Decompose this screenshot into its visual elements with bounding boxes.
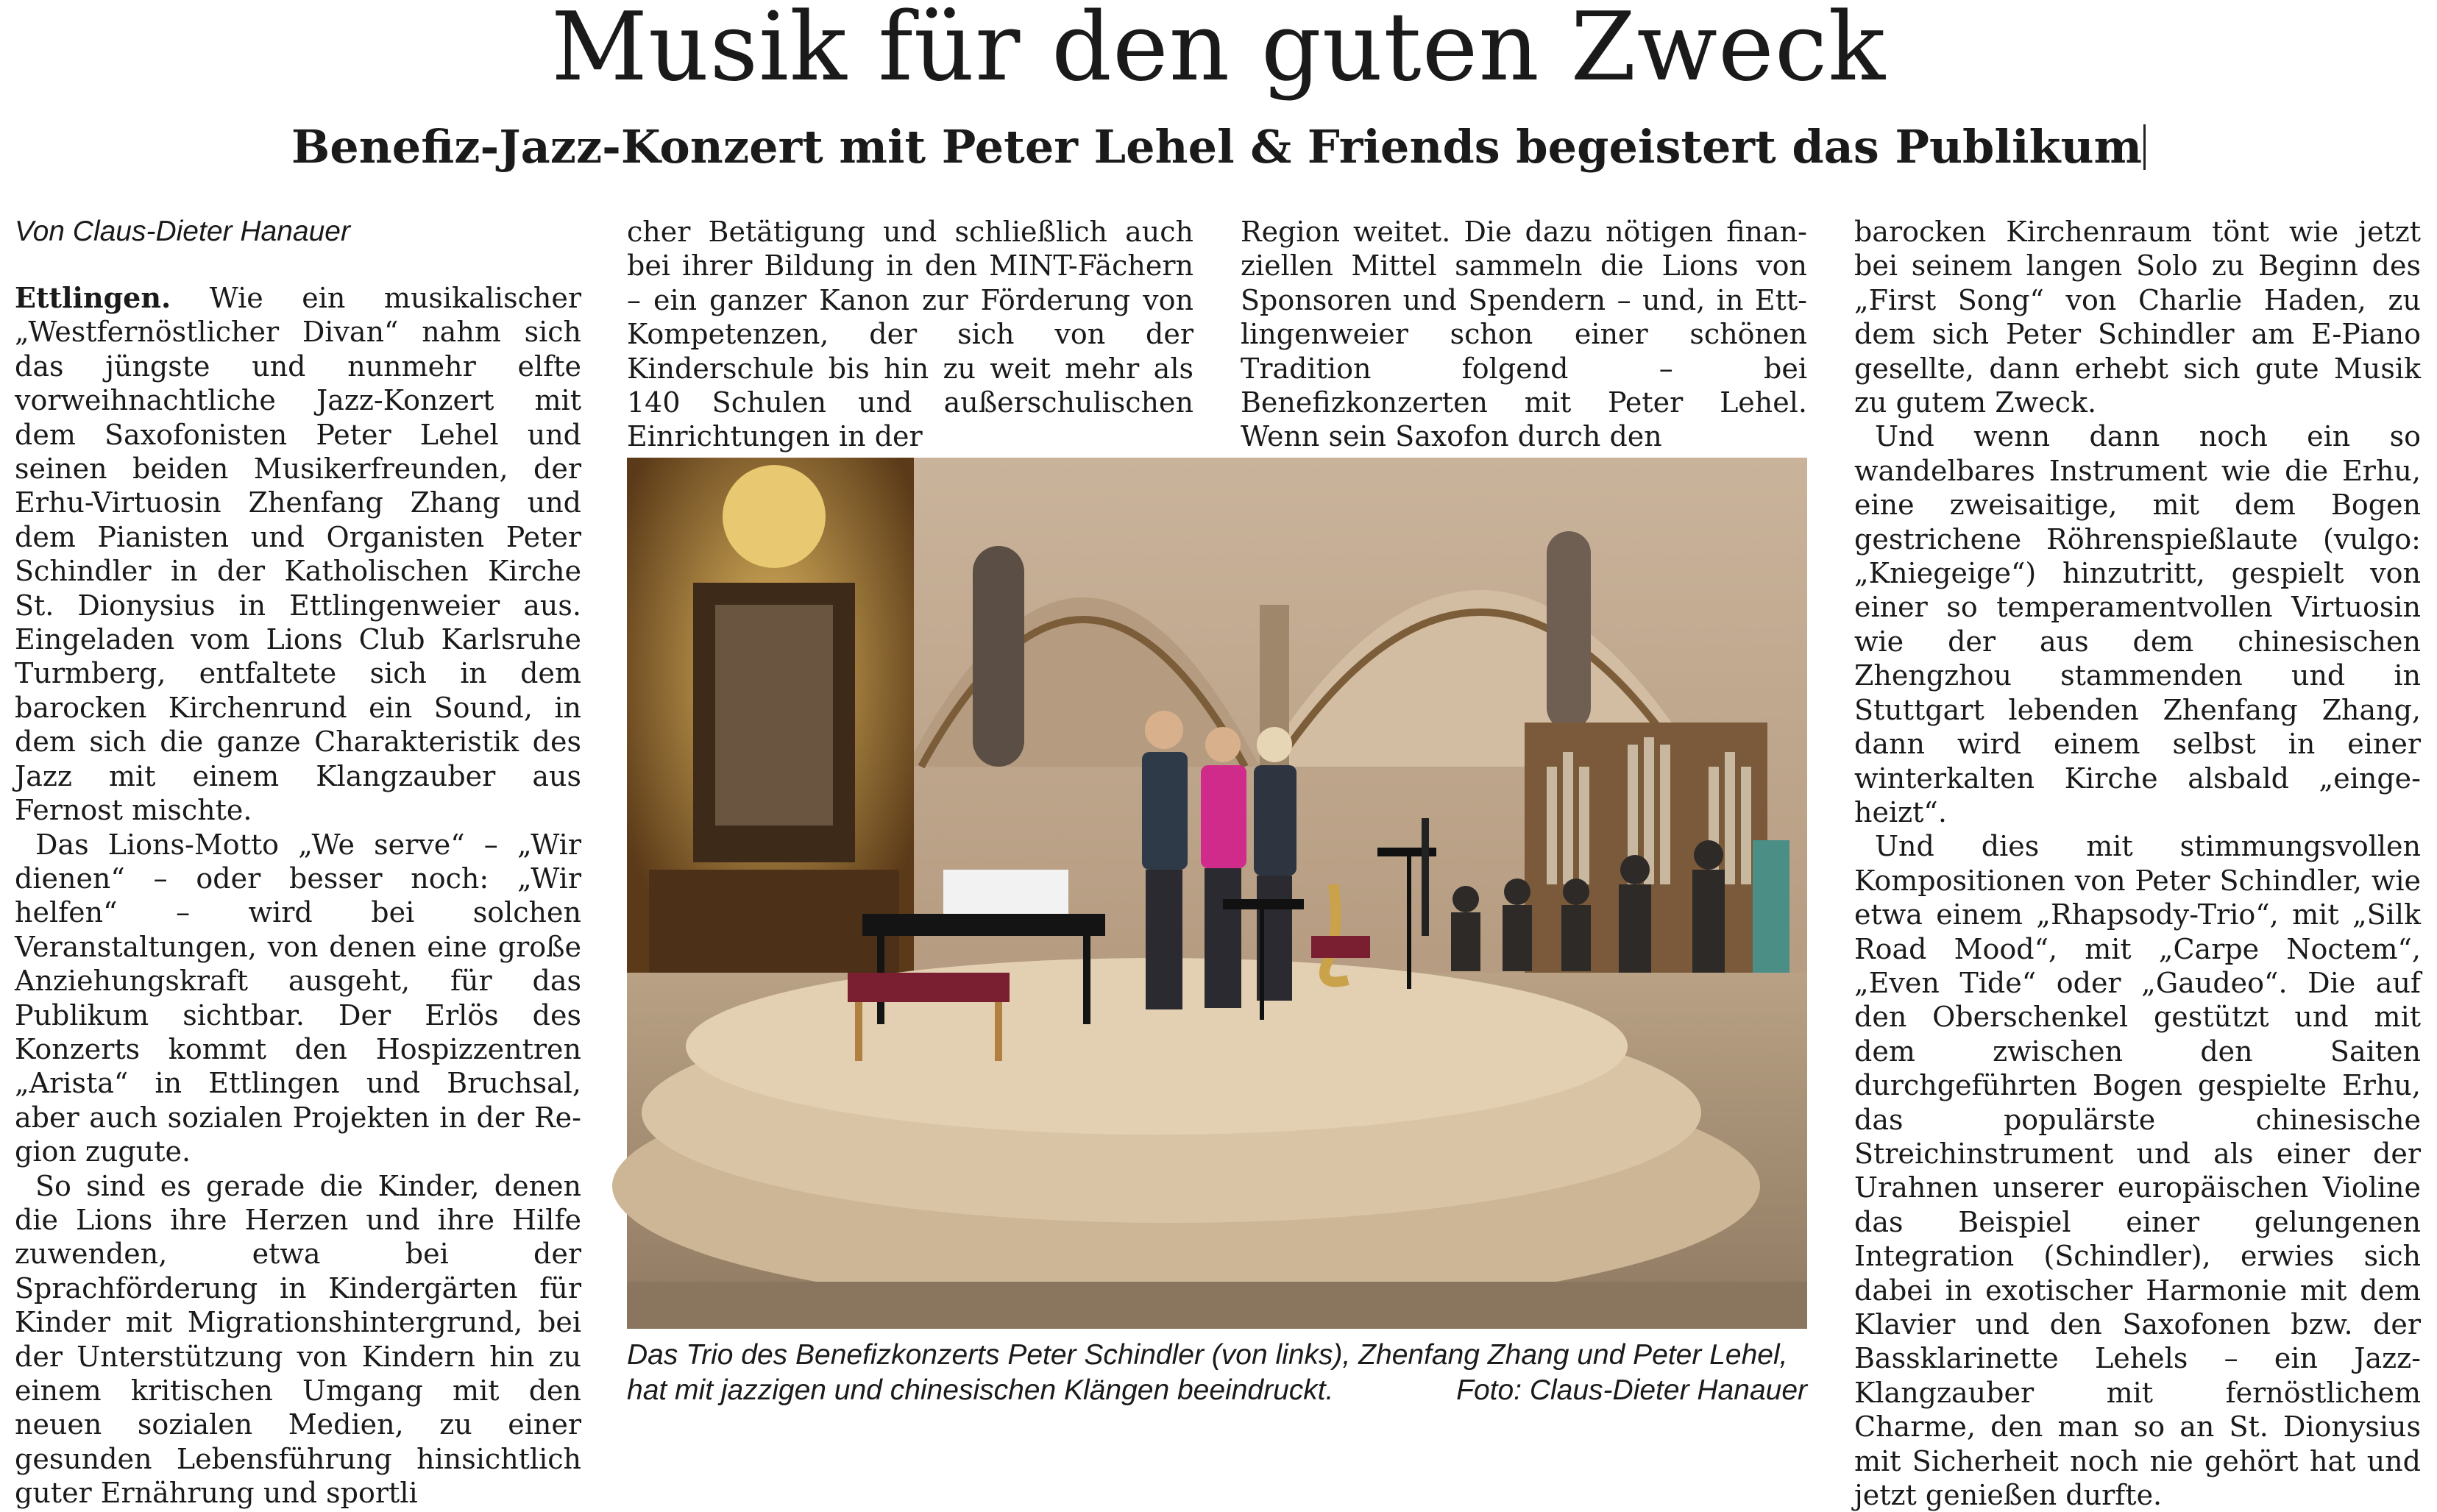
concert-photo	[627, 458, 1807, 1329]
paragraph-6: Und wenn dann noch ein so wandelbares Instrument wie die Erhu, eine zweisaitige, mit dem Bogen gestrichene Röhrenspießlaute (vulgo: „Kniegeige“) hinzutritt, gespielt von einer so temperamentvollen Virtuosin wie der aus dem chinesischen Zhengzhou stammenden und in Stuttgart lebenden Zhenfang Zhang, dann wird einem selbst in einer winterkalten Kirche alsbald „eingeheizt“.	[1854, 420, 2421, 828]
photo-caption	[627, 1338, 1807, 1408]
caption-line-1: Das Trio des Benefizkonzerts Peter Schindler (von links), Zhenfang Zhang und Peter Lehel,	[627, 1339, 1788, 1371]
column-3	[1241, 215, 1807, 453]
column-4	[1854, 215, 2421, 1512]
paragraph-1	[15, 281, 581, 828]
caption-line-2: hat mit jazzigen und chinesischen Klängen beeindruckt.	[627, 1374, 1334, 1406]
dateline: Ettlingen.	[15, 281, 171, 314]
paragraph-2: Das Lions-Motto „We serve“ – „Wir dienen“ – oder besser noch: „Wir helfen“ – wird bei solchen Veranstaltungen, von denen eine große Anziehungskraft ausgeht, für das Publikum sichtbar. Der Erlös des Konzerts kommt den Hospizzentren „Arista“ in Ettlingen und Bruchsal, aber auch sozialen Projekten in der Region zugute.	[15, 828, 581, 1168]
text-cursor	[2143, 124, 2146, 170]
paragraph-4: Region weitet. Die dazu nötigen finanziellen Mittel sammeln die Lions von Sponsoren und Spendern – und, in Ettlingenweier schon einer schönen Tradition folgend – bei Benefizkonzerten mit Peter Lehel. Wenn sein Saxofon durch den	[1241, 216, 1807, 453]
byline: Von Claus-Dieter Hanauer	[15, 216, 350, 247]
headline: Musik für den guten Zweck	[550, 0, 1887, 102]
paragraph-1-text: Wie ein musikalischer „Westfernöstlicher Divan“ nahm sich das jüngste und nunmehr elfte vorweihnachtliche Jazz-Konzert mit dem Saxofonisten Peter Lehel und seinen beiden Musikerfreunden, der Erhu-Virtuosin Zhenfang Zhang und dem Pianisten und Organisten Peter Schindler in der Katholischen Kirche St. Dionysius in Ettlingenweier aus. Eingeladen vom Lions Club Karlsruhe Turmberg, entfaltete sich in dem barocken Kirchenrund ein Sound, in dem sich die ganze Charakteristik des Jazz mit einem Klangzauber aus Fernost mischte.	[15, 282, 581, 827]
subheadline	[0, 118, 2437, 177]
paragraph-3: So sind es gerade die Kinder, denen die Lions ihre Herzen und ihre Hilfe zuwenden, etwa bei der Sprachförderung in Kindergärten für Kinder mit Migrationshintergrund, bei der Unterstützung von Kindern hin zu einem kritischen Umgang mit den neuen sozialen Medien, zu einer gesunden Lebensführung hinsichtlich guter Ernährung und sportli	[15, 1169, 581, 1510]
paragraph-5: barocken Kirchenraum tönt wie jetzt bei seinem langen Solo zu Beginn des „First Song“ von Charlie Haden, zu dem sich Peter Schindler am E-Piano gesellte, dann erhebt sich gute Musik zu gutem Zweck.	[1854, 216, 2421, 419]
paragraph-3-continued: cher Betätigung und schließlich auch bei ihrer Bildung in den MINT-Fächern – ein ganzer Kanon zur Förderung von Kompetenzen, der sich von der Kinderschule bis hin zu weit mehr als 140 Schulen und außerschulischen Einrichtungen in der	[627, 216, 1193, 453]
paragraph-7: Und dies mit stimmungsvollen Kompositionen von Peter Schindler, wie etwa einem „Rhapsody-Trio“, mit „Silk Road Mood“, mit „Carpe Noctem“, „Even Tide“ oder „Gaudeo“. Die auf den Oberschenkel gestützt und mit dem zwischen den Saiten durchgeführten Bogen gespielte Erhu, das populärste chinesische Streichinstrument und als einer der Urahnen unserer europäischen Violine das Beispiel einer gelungenen Integration (Schindler), erwies sich dabei in exotischer Harmonie mit dem Klavier und den Saxofonen bzw. der Bassklarinette Lehels – ein Jazz-Klangzauber mit fernöstlichem Charme, den man so an St. Dionysius mit Sicherheit noch nie gehört hat und jetzt genießen durfte.	[1854, 830, 2421, 1512]
column-2	[627, 215, 1193, 453]
subheadline-text: Benefiz-Jazz-Konzert mit Peter Lehel & Friends begeistert das Publikum	[291, 120, 2143, 174]
photo-credit: Foto: Claus-Dieter Hanauer	[1456, 1374, 1807, 1406]
column-1	[15, 215, 581, 1510]
